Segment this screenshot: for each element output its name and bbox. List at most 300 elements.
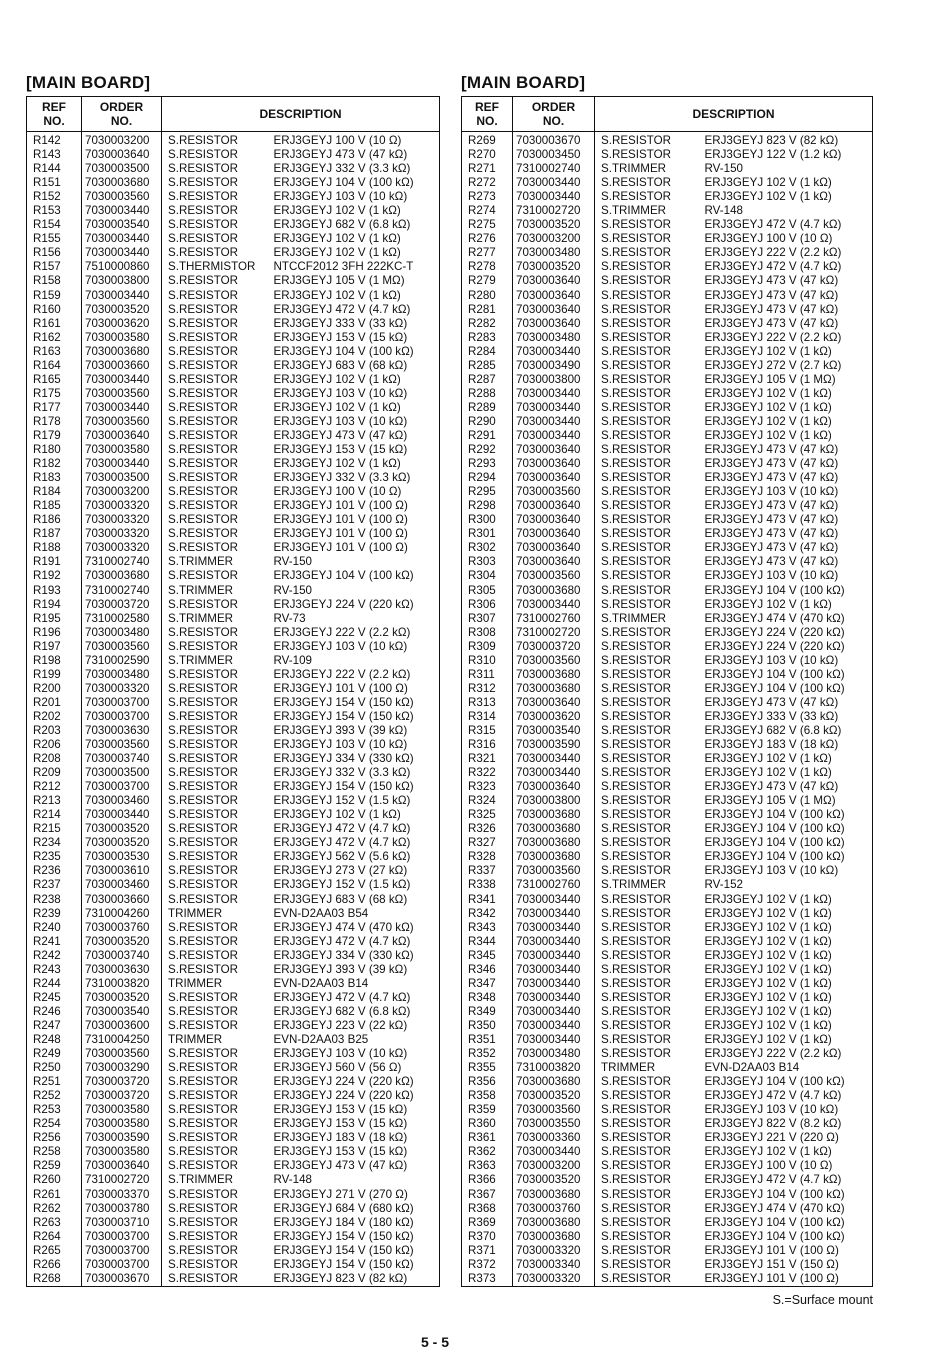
table-row bbox=[462, 1230, 873, 1244]
ref-no-cell: R250 bbox=[27, 1061, 82, 1075]
table-row bbox=[27, 1061, 440, 1075]
part-value-cell: ERJ3GEYJ 100 V (10 Ω) bbox=[273, 134, 402, 147]
order-no-cell: 7030003460 bbox=[82, 878, 162, 892]
part-value-cell: ERJ3GEYJ 104 V (100 kΩ) bbox=[273, 176, 414, 190]
part-value-cell: ERJ3GEYJ 473 V (47 kΩ) bbox=[704, 302, 839, 316]
part-type-cell: S.RESISTOR bbox=[168, 148, 239, 162]
order-no-cell: 7030003620 bbox=[82, 317, 162, 331]
part-type-cell: S.RESISTOR bbox=[601, 218, 672, 232]
part-type-cell: S.RESISTOR bbox=[601, 934, 672, 948]
part-type-cell: S.RESISTOR bbox=[168, 1004, 239, 1018]
order-no-cell: 7030003660 bbox=[82, 359, 162, 373]
ref-no-cell: R165 bbox=[27, 373, 82, 387]
ref-no-cell: R208 bbox=[27, 752, 82, 766]
table-row bbox=[462, 738, 873, 752]
table-row bbox=[462, 935, 873, 949]
order-no-cell: 7030003680 bbox=[513, 850, 595, 864]
part-value-cell: NTCCF2012 3FH 222KC-T bbox=[273, 260, 414, 274]
part-type-cell: S.RESISTOR bbox=[601, 864, 672, 878]
table-row bbox=[462, 1145, 873, 1159]
table-row bbox=[462, 345, 873, 359]
part-value-cell: ERJ3GEYJ 104 V (100 kΩ) bbox=[704, 836, 845, 850]
table-row bbox=[27, 569, 440, 583]
part-type-cell: S.RESISTOR bbox=[168, 1159, 239, 1173]
order-no-cell: 7030003450 bbox=[513, 148, 595, 162]
part-value-cell: ERJ3GEYJ 682 V (6.8 kΩ) bbox=[704, 723, 842, 737]
table-row bbox=[462, 654, 873, 668]
part-value-cell: ERJ3GEYJ 100 V (10 Ω) bbox=[704, 1159, 833, 1173]
ref-no-cell: R282 bbox=[462, 317, 513, 331]
part-type-cell: S.RESISTOR bbox=[601, 358, 672, 372]
part-type-cell: S.RESISTOR bbox=[601, 471, 672, 485]
part-type-cell: S.RESISTOR bbox=[601, 695, 672, 709]
part-value-cell: ERJ3GEYJ 560 V (56 Ω) bbox=[273, 1061, 402, 1075]
part-type-cell: S.RESISTOR bbox=[601, 344, 672, 358]
table-row bbox=[462, 1258, 873, 1272]
ref-no-cell: R341 bbox=[462, 893, 513, 907]
table-row bbox=[462, 1244, 873, 1258]
part-value-cell: ERJ3GEYJ 104 V (100 kΩ) bbox=[273, 569, 414, 583]
part-type-cell: S.TRIMMER bbox=[168, 583, 234, 597]
ref-no-cell: R292 bbox=[462, 443, 513, 457]
part-value-cell: ERJ3GEYJ 103 V (10 kΩ) bbox=[704, 653, 839, 667]
part-value-cell: ERJ3GEYJ 224 V (220 kΩ) bbox=[704, 625, 845, 639]
part-value-cell: ERJ3GEYJ 102 V (1 kΩ) bbox=[704, 386, 832, 400]
part-value-cell: ERJ3GEYJ 562 V (5.6 kΩ) bbox=[273, 850, 411, 864]
table-row bbox=[27, 1019, 440, 1033]
order-no-cell: 7030003620 bbox=[513, 710, 595, 724]
part-value-cell: ERJ3GEYJ 823 V (82 kΩ) bbox=[273, 1271, 408, 1285]
ref-no-cell: R159 bbox=[27, 289, 82, 303]
ref-no-cell: R360 bbox=[462, 1117, 513, 1131]
table-row bbox=[462, 724, 873, 738]
order-no-cell: 7310002740 bbox=[82, 584, 162, 598]
ref-no-cell: R158 bbox=[27, 274, 82, 288]
table-row bbox=[27, 668, 440, 682]
part-value-cell: ERJ3GEYJ 102 V (1 kΩ) bbox=[704, 1145, 832, 1159]
table-row bbox=[27, 836, 440, 850]
ref-no-cell: R263 bbox=[27, 1216, 82, 1230]
part-value-cell: ERJ3GEYJ 104 V (100 kΩ) bbox=[704, 583, 845, 597]
part-value-cell: ERJ3GEYJ 332 V (3.3 kΩ) bbox=[273, 766, 411, 780]
ref-no-cell: R321 bbox=[462, 752, 513, 766]
ref-no-cell: R177 bbox=[27, 401, 82, 415]
order-no-cell: 7030003480 bbox=[513, 246, 595, 260]
order-no-cell: 7310002590 bbox=[82, 654, 162, 668]
order-no-cell: 7030003640 bbox=[513, 696, 595, 710]
ref-no-cell: R162 bbox=[27, 331, 82, 345]
order-no-cell: 7030003440 bbox=[82, 204, 162, 218]
part-type-cell: S.TRIMMER bbox=[168, 555, 234, 569]
order-no-cell: 7030003440 bbox=[82, 401, 162, 415]
part-value-cell: ERJ3GEYJ 102 V (1 kΩ) bbox=[273, 808, 401, 822]
part-value-cell: ERJ3GEYJ 104 V (100 kΩ) bbox=[704, 822, 845, 836]
part-value-cell: ERJ3GEYJ 103 V (10 kΩ) bbox=[273, 639, 408, 653]
table-row bbox=[27, 204, 440, 218]
ref-no-cell: R350 bbox=[462, 1019, 513, 1033]
ref-no-cell: R153 bbox=[27, 204, 82, 218]
part-type-cell: S.RESISTOR bbox=[601, 485, 672, 499]
part-type-cell: S.RESISTOR bbox=[601, 288, 672, 302]
order-no-cell: 7030003440 bbox=[513, 387, 595, 401]
ref-no-cell: R308 bbox=[462, 626, 513, 640]
ref-no-cell: R155 bbox=[27, 232, 82, 246]
order-no-cell: 7030003500 bbox=[82, 471, 162, 485]
part-type-cell: S.RESISTOR bbox=[168, 372, 239, 386]
order-no-cell: 7030003680 bbox=[82, 176, 162, 190]
part-value-cell: ERJ3GEYJ 102 V (1 kΩ) bbox=[273, 400, 401, 414]
ref-no-cell: R371 bbox=[462, 1244, 513, 1258]
ref-no-cell: R316 bbox=[462, 738, 513, 752]
ref-no-cell: R206 bbox=[27, 738, 82, 752]
table-row bbox=[462, 1159, 873, 1173]
table-row bbox=[27, 218, 440, 232]
order-no-cell: 7030003440 bbox=[513, 190, 595, 204]
part-value-cell: ERJ3GEYJ 153 V (15 kΩ) bbox=[273, 1145, 408, 1159]
order-no-cell: 7030003740 bbox=[82, 752, 162, 766]
part-value-cell: ERJ3GEYJ 105 V (1 MΩ) bbox=[704, 372, 836, 386]
part-value-cell: ERJ3GEYJ 102 V (1 kΩ) bbox=[704, 190, 832, 204]
order-no-cell: 7030003580 bbox=[82, 443, 162, 457]
ref-no-cell: R271 bbox=[462, 162, 513, 176]
order-no-cell: 7030003560 bbox=[82, 415, 162, 429]
part-type-cell: S.RESISTOR bbox=[601, 1229, 672, 1243]
part-type-cell: S.RESISTOR bbox=[601, 569, 672, 583]
ref-no-cell: R183 bbox=[27, 471, 82, 485]
table-row bbox=[462, 907, 873, 921]
table-row bbox=[462, 260, 873, 274]
order-no-cell: 7030003610 bbox=[82, 864, 162, 878]
part-value-cell: ERJ3GEYJ 104 V (100 kΩ) bbox=[704, 1075, 845, 1089]
order-no-cell: 7030003440 bbox=[513, 429, 595, 443]
table-row bbox=[462, 132, 873, 149]
order-no-cell: 7030003800 bbox=[513, 794, 595, 808]
table-row bbox=[462, 864, 873, 878]
order-no-cell: 7310002720 bbox=[513, 626, 595, 640]
part-type-cell: TRIMMER bbox=[168, 976, 223, 990]
part-type-cell: S.RESISTOR bbox=[168, 386, 239, 400]
order-no-cell: 7030003630 bbox=[82, 724, 162, 738]
order-no-cell: 7030003560 bbox=[513, 485, 595, 499]
ref-no-cell: R370 bbox=[462, 1230, 513, 1244]
ref-no-cell: R261 bbox=[27, 1188, 82, 1202]
part-type-cell: S.RESISTOR bbox=[601, 148, 672, 162]
table-row bbox=[462, 893, 873, 907]
order-no-cell: 7030003640 bbox=[82, 1159, 162, 1173]
part-value-cell: ERJ3GEYJ 102 V (1 kΩ) bbox=[704, 906, 832, 920]
part-value-cell: ERJ3GEYJ 102 V (1 kΩ) bbox=[704, 428, 832, 442]
order-no-cell: 7030003670 bbox=[82, 1272, 162, 1287]
table-row bbox=[462, 569, 873, 583]
part-value-cell: ERJ3GEYJ 473 V (47 kΩ) bbox=[704, 513, 839, 527]
order-no-cell: 7030003640 bbox=[513, 780, 595, 794]
part-type-cell: S.RESISTOR bbox=[601, 1201, 672, 1215]
ref-no-cell: R363 bbox=[462, 1159, 513, 1173]
ref-no-cell: R244 bbox=[27, 977, 82, 991]
part-value-cell: ERJ3GEYJ 103 V (10 kΩ) bbox=[704, 1103, 839, 1117]
part-value-cell: ERJ3GEYJ 682 V (6.8 kΩ) bbox=[273, 1004, 411, 1018]
part-value-cell: ERJ3GEYJ 473 V (47 kΩ) bbox=[704, 527, 839, 541]
table-row bbox=[27, 1258, 440, 1272]
part-type-cell: S.RESISTOR bbox=[168, 1271, 239, 1285]
table-row bbox=[462, 752, 873, 766]
order-no-cell: 7030003630 bbox=[82, 963, 162, 977]
part-value-cell: ERJ3GEYJ 473 V (47 kΩ) bbox=[704, 541, 839, 555]
ref-no-cell: R326 bbox=[462, 822, 513, 836]
ref-no-cell: R193 bbox=[27, 584, 82, 598]
part-type-cell: S.RESISTOR bbox=[601, 1131, 672, 1145]
part-type-cell: S.RESISTOR bbox=[601, 990, 672, 1004]
part-value-cell: ERJ3GEYJ 102 V (1 kΩ) bbox=[273, 232, 401, 246]
ref-no-cell: R191 bbox=[27, 555, 82, 569]
ref-no-cell: R346 bbox=[462, 963, 513, 977]
table-row bbox=[462, 949, 873, 963]
table-row bbox=[462, 274, 873, 288]
order-no-cell: 7030003440 bbox=[513, 991, 595, 1005]
header-ref-no: REF NO. bbox=[462, 97, 513, 132]
order-no-cell: 7030003680 bbox=[513, 1216, 595, 1230]
ref-no-cell: R280 bbox=[462, 289, 513, 303]
order-no-cell: 7030003320 bbox=[82, 499, 162, 513]
ref-no-cell: R144 bbox=[27, 162, 82, 176]
table-row bbox=[27, 612, 440, 626]
ref-no-cell: R196 bbox=[27, 626, 82, 640]
part-type-cell: S.RESISTOR bbox=[168, 162, 239, 176]
table-row bbox=[27, 485, 440, 499]
order-no-cell: 7030003440 bbox=[513, 921, 595, 935]
ref-no-cell: R311 bbox=[462, 668, 513, 682]
table-row bbox=[27, 794, 440, 808]
ref-no-cell: R372 bbox=[462, 1258, 513, 1272]
ref-no-cell: R212 bbox=[27, 780, 82, 794]
table-row bbox=[27, 289, 440, 303]
table-row bbox=[27, 387, 440, 401]
table-row bbox=[27, 850, 440, 864]
part-value-cell: ERJ3GEYJ 102 V (1 kΩ) bbox=[704, 920, 832, 934]
ref-no-cell: R237 bbox=[27, 878, 82, 892]
ref-no-cell: R203 bbox=[27, 724, 82, 738]
ref-no-cell: R200 bbox=[27, 682, 82, 696]
order-no-cell: 7030003440 bbox=[82, 246, 162, 260]
part-value-cell: ERJ3GEYJ 105 V (1 MΩ) bbox=[704, 794, 836, 808]
part-value-cell: ERJ3GEYJ 473 V (47 kΩ) bbox=[704, 274, 839, 288]
order-no-cell: 7310002580 bbox=[82, 612, 162, 626]
table-row bbox=[462, 794, 873, 808]
ref-no-cell: R312 bbox=[462, 682, 513, 696]
part-type-cell: S.TRIMMER bbox=[168, 1173, 234, 1187]
table-row bbox=[27, 1089, 440, 1103]
order-no-cell: 7030003640 bbox=[513, 527, 595, 541]
ref-no-cell: R322 bbox=[462, 766, 513, 780]
part-value-cell: ERJ3GEYJ 102 V (1 kΩ) bbox=[273, 204, 401, 218]
table-row bbox=[462, 682, 873, 696]
table-row bbox=[462, 148, 873, 162]
ref-no-cell: R241 bbox=[27, 935, 82, 949]
part-type-cell: S.RESISTOR bbox=[601, 1257, 672, 1271]
ref-no-cell: R242 bbox=[27, 949, 82, 963]
ref-no-cell: R301 bbox=[462, 527, 513, 541]
order-no-cell: 7030003590 bbox=[82, 1131, 162, 1145]
part-type-cell: S.RESISTOR bbox=[601, 513, 672, 527]
ref-no-cell: R214 bbox=[27, 808, 82, 822]
ref-no-cell: R199 bbox=[27, 668, 82, 682]
table-row bbox=[27, 232, 440, 246]
order-no-cell: 7310002760 bbox=[513, 612, 595, 626]
part-type-cell: TRIMMER bbox=[168, 906, 223, 920]
ref-no-cell: R270 bbox=[462, 148, 513, 162]
order-no-cell: 7030003700 bbox=[82, 1230, 162, 1244]
part-type-cell: S.RESISTOR bbox=[168, 246, 239, 260]
order-no-cell: 7030003560 bbox=[513, 1103, 595, 1117]
order-no-cell: 7030003560 bbox=[82, 640, 162, 654]
part-type-cell: S.RESISTOR bbox=[168, 344, 239, 358]
table-row bbox=[27, 1244, 440, 1258]
ref-no-cell: R164 bbox=[27, 359, 82, 373]
part-value-cell: ERJ3GEYJ 223 V (22 kΩ) bbox=[273, 1018, 408, 1032]
part-type-cell: S.RESISTOR bbox=[168, 1103, 239, 1117]
ref-no-cell: R315 bbox=[462, 724, 513, 738]
order-no-cell: 7030003680 bbox=[513, 584, 595, 598]
ref-no-cell: R313 bbox=[462, 696, 513, 710]
part-value-cell: ERJ3GEYJ 102 V (1 kΩ) bbox=[704, 344, 832, 358]
part-type-cell: S.RESISTOR bbox=[168, 190, 239, 204]
part-value-cell: ERJ3GEYJ 153 V (15 kΩ) bbox=[273, 1103, 408, 1117]
ref-no-cell: R356 bbox=[462, 1075, 513, 1089]
ref-no-cell: R245 bbox=[27, 991, 82, 1005]
part-type-cell: S.RESISTOR bbox=[168, 471, 239, 485]
table-row bbox=[462, 555, 873, 569]
part-value-cell: ERJ3GEYJ 101 V (100 Ω) bbox=[273, 541, 408, 555]
part-type-cell: S.RESISTOR bbox=[601, 780, 672, 794]
ref-no-cell: R197 bbox=[27, 640, 82, 654]
table-row bbox=[462, 1019, 873, 1033]
ref-no-cell: R238 bbox=[27, 893, 82, 907]
part-type-cell: S.RESISTOR bbox=[601, 752, 672, 766]
order-no-cell: 7030003680 bbox=[82, 345, 162, 359]
ref-no-cell: R252 bbox=[27, 1089, 82, 1103]
table-row bbox=[27, 317, 440, 331]
order-no-cell: 7030003540 bbox=[82, 1005, 162, 1019]
part-value-cell: ERJ3GEYJ 104 V (100 kΩ) bbox=[704, 850, 845, 864]
part-type-cell: S.RESISTOR bbox=[168, 414, 239, 428]
ref-no-cell: R300 bbox=[462, 513, 513, 527]
table-row bbox=[462, 485, 873, 499]
table-row bbox=[27, 499, 440, 513]
ref-no-cell: R142 bbox=[27, 132, 82, 149]
table-row bbox=[462, 1272, 873, 1287]
ref-no-cell: R289 bbox=[462, 401, 513, 415]
part-value-cell: ERJ3GEYJ 152 V (1.5 kΩ) bbox=[273, 878, 411, 892]
ref-no-cell: R152 bbox=[27, 190, 82, 204]
part-value-cell: ERJ3GEYJ 333 V (33 kΩ) bbox=[704, 709, 839, 723]
part-value-cell: ERJ3GEYJ 103 V (10 kΩ) bbox=[273, 738, 408, 752]
order-no-cell: 7030003440 bbox=[513, 963, 595, 977]
part-value-cell: ERJ3GEYJ 103 V (10 kΩ) bbox=[704, 864, 839, 878]
table-row bbox=[27, 977, 440, 991]
table-row bbox=[462, 1047, 873, 1061]
table-row bbox=[462, 977, 873, 991]
table-row bbox=[462, 963, 873, 977]
ref-no-cell: R247 bbox=[27, 1019, 82, 1033]
part-type-cell: S.TRIMMER bbox=[168, 611, 234, 625]
part-type-cell: S.RESISTOR bbox=[168, 948, 239, 962]
part-type-cell: S.RESISTOR bbox=[168, 1061, 239, 1075]
table-row bbox=[462, 710, 873, 724]
order-no-cell: 7030003580 bbox=[82, 1103, 162, 1117]
table-row bbox=[27, 331, 440, 345]
part-type-cell: S.RESISTOR bbox=[601, 653, 672, 667]
part-type-cell: S.RESISTOR bbox=[168, 962, 239, 976]
order-no-cell: 7030003520 bbox=[82, 303, 162, 317]
table-row bbox=[27, 640, 440, 654]
part-type-cell: S.RESISTOR bbox=[168, 1131, 239, 1145]
header-order-no: ORDER NO. bbox=[513, 97, 595, 132]
table-row bbox=[27, 738, 440, 752]
ref-no-cell: R253 bbox=[27, 1103, 82, 1117]
part-value-cell: ERJ3GEYJ 153 V (15 kΩ) bbox=[273, 330, 408, 344]
part-value-cell: EVN-D2AA03 B25 bbox=[273, 1033, 369, 1046]
ref-no-cell: R275 bbox=[462, 218, 513, 232]
order-no-cell: 7030003200 bbox=[82, 485, 162, 499]
ref-no-cell: R184 bbox=[27, 485, 82, 499]
table-row bbox=[27, 696, 440, 710]
part-type-cell: S.RESISTOR bbox=[168, 1089, 239, 1103]
table-row bbox=[27, 1173, 440, 1187]
order-no-cell: 7030003520 bbox=[513, 1173, 595, 1187]
part-type-cell: S.RESISTOR bbox=[601, 597, 672, 611]
table-row bbox=[27, 682, 440, 696]
table-row bbox=[462, 1033, 873, 1047]
table-row bbox=[27, 907, 440, 921]
part-value-cell: ERJ3GEYJ 473 V (47 kΩ) bbox=[704, 316, 839, 330]
ref-no-cell: R362 bbox=[462, 1145, 513, 1159]
part-value-cell: ERJ3GEYJ 101 V (100 Ω) bbox=[273, 681, 408, 695]
part-value-cell: RV-150 bbox=[704, 162, 743, 176]
part-type-cell: S.RESISTOR bbox=[168, 892, 239, 906]
ref-no-cell: R194 bbox=[27, 598, 82, 612]
ref-no-cell: R342 bbox=[462, 907, 513, 921]
order-no-cell: 7030003440 bbox=[513, 345, 595, 359]
table-row bbox=[462, 1216, 873, 1230]
part-value-cell: ERJ3GEYJ 100 V (10 Ω) bbox=[273, 485, 402, 499]
ref-no-cell: R262 bbox=[27, 1202, 82, 1216]
table-row bbox=[462, 1131, 873, 1145]
part-value-cell: RV-150 bbox=[273, 583, 312, 597]
ref-no-cell: R338 bbox=[462, 878, 513, 892]
part-type-cell: S.RESISTOR bbox=[168, 695, 239, 709]
part-type-cell: TRIMMER bbox=[168, 1033, 223, 1046]
ref-no-cell: R236 bbox=[27, 864, 82, 878]
ref-no-cell: R143 bbox=[27, 148, 82, 162]
table-row bbox=[27, 1216, 440, 1230]
part-value-cell: ERJ3GEYJ 102 V (1 kΩ) bbox=[704, 597, 832, 611]
order-no-cell: 7030003200 bbox=[513, 1159, 595, 1173]
part-type-cell: S.RESISTOR bbox=[168, 934, 239, 948]
part-value-cell: ERJ3GEYJ 102 V (1 kΩ) bbox=[704, 176, 832, 190]
order-no-cell: 7030003560 bbox=[82, 738, 162, 752]
table-row bbox=[462, 190, 873, 204]
ref-no-cell: R258 bbox=[27, 1145, 82, 1159]
part-value-cell: ERJ3GEYJ 154 V (150 kΩ) bbox=[273, 695, 414, 709]
ref-no-cell: R373 bbox=[462, 1272, 513, 1287]
part-type-cell: S.RESISTOR bbox=[168, 836, 239, 850]
order-no-cell: 7030003720 bbox=[513, 640, 595, 654]
part-value-cell: ERJ3GEYJ 104 V (100 kΩ) bbox=[704, 1187, 845, 1201]
part-type-cell: S.TRIMMER bbox=[601, 204, 667, 218]
order-no-cell: 7030003800 bbox=[513, 373, 595, 387]
part-value-cell: ERJ3GEYJ 224 V (220 kΩ) bbox=[273, 597, 414, 611]
order-no-cell: 7030003550 bbox=[513, 1117, 595, 1131]
